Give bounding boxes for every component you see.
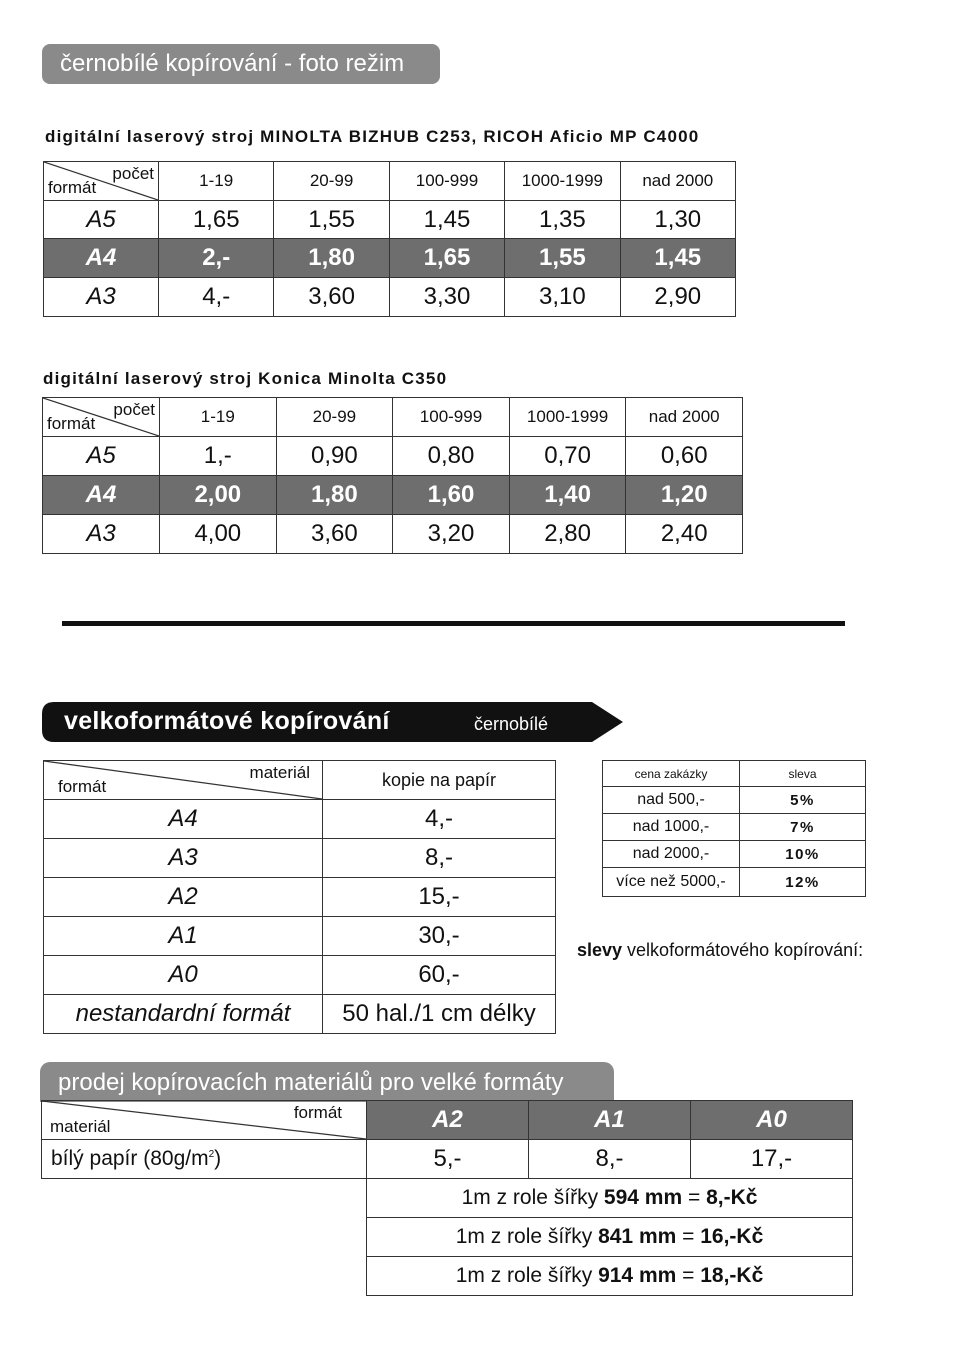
column-header: 1-19: [160, 398, 277, 437]
price-cell: 15,-: [323, 878, 556, 917]
format-cell: A0: [44, 956, 323, 995]
format-cell: A2: [44, 878, 323, 917]
table-row: [44, 839, 556, 878]
price-cell: 1,55: [505, 239, 620, 278]
order-amount-cell: nad 500,-: [603, 787, 740, 814]
column-header: 100-999: [393, 398, 510, 437]
column-header: A1: [529, 1101, 691, 1140]
table-row: [42, 1140, 853, 1179]
column-header: nad 2000: [620, 162, 735, 201]
order-amount-cell: více než 5000,-: [603, 868, 740, 897]
order-amount-cell: nad 2000,-: [603, 841, 740, 868]
discount-cell: 12%: [740, 868, 866, 897]
table-row-highlighted: [43, 476, 743, 515]
roll-width: 841 mm: [598, 1225, 677, 1248]
section-title-materials: [40, 1062, 614, 1102]
discount-cell: 7%: [740, 814, 866, 841]
column-header: 20-99: [276, 398, 393, 437]
format-cell: nestandardní formát: [44, 995, 323, 1034]
price-cell: 8,-: [529, 1140, 691, 1179]
price-cell: 3,10: [505, 278, 620, 317]
table-row: [43, 437, 743, 476]
table-row: [603, 787, 866, 814]
column-header: kopie na papír: [323, 761, 556, 800]
table-row: [44, 278, 736, 317]
roll-prefix: 1m z role šířky: [461, 1186, 604, 1209]
roll-row: [42, 1179, 853, 1218]
price-cell: 4,-: [323, 800, 556, 839]
format-cell: A1: [44, 917, 323, 956]
section-divider: [62, 621, 845, 626]
header-diagonal-cell: [44, 162, 159, 201]
roll-price: 18,-Kč: [700, 1264, 764, 1287]
price-table-machine1: [43, 161, 736, 317]
header-format-label: formát: [47, 414, 96, 433]
header-format-label: formát: [293, 1103, 342, 1122]
header-count-label: počet: [113, 400, 155, 419]
header-material-label: materiál: [50, 1117, 111, 1136]
price-cell: 0,70: [509, 437, 626, 476]
price-cell: 1,65: [159, 201, 274, 239]
price-cell: 30,-: [323, 917, 556, 956]
large-format-price-table: [43, 760, 556, 1034]
header-diagonal-cell: [43, 398, 160, 437]
table-row: [603, 868, 866, 897]
price-cell: 3,60: [276, 515, 393, 554]
price-cell: 1,40: [509, 476, 626, 515]
roll-width: 594 mm: [603, 1186, 683, 1209]
price-cell: 50 hal./1 cm délky: [323, 995, 556, 1034]
banner-subtitle: černobílé: [474, 714, 549, 734]
section-title-text: prodej kopírovacích materiálů pro velké formáty: [58, 1069, 564, 1096]
column-header: nad 2000: [626, 398, 743, 437]
discount-table: [602, 760, 866, 897]
roll-eq: =: [682, 1186, 707, 1209]
column-header: sleva: [740, 761, 866, 787]
format-cell: A5: [43, 437, 160, 476]
price-cell: 4,00: [160, 515, 277, 554]
price-cell: 2,-: [159, 239, 274, 278]
price-cell: 0,90: [276, 437, 393, 476]
roll-prefix: 1m z role šířky: [455, 1225, 599, 1248]
discount-cell: 10%: [740, 841, 866, 868]
table-row: [44, 878, 556, 917]
price-cell: 2,00: [160, 476, 277, 515]
column-header: 1-19: [159, 162, 274, 201]
roll-price: 8,-Kč: [706, 1186, 758, 1209]
material-superscript: 2: [208, 1149, 215, 1160]
roll-price-cell: [367, 1179, 853, 1218]
header-material-label: materiál: [249, 763, 310, 782]
price-cell: 2,40: [626, 515, 743, 554]
price-cell: 2,90: [620, 278, 735, 317]
format-cell: A4: [44, 800, 323, 839]
format-cell: A3: [44, 278, 159, 317]
table-row: [44, 800, 556, 839]
roll-row: [42, 1257, 853, 1296]
price-cell: 0,80: [393, 437, 510, 476]
price-cell: 8,-: [323, 839, 556, 878]
section-title-photo-mode: [42, 44, 440, 84]
column-header: A0: [691, 1101, 853, 1140]
roll-eq: =: [676, 1264, 701, 1287]
table-row: [44, 201, 736, 239]
roll-prefix: 1m z role šířky: [455, 1264, 599, 1287]
price-cell: 17,-: [691, 1140, 853, 1179]
column-header: 1000-1999: [509, 398, 626, 437]
table-row: [44, 917, 556, 956]
material-cell: [42, 1140, 367, 1179]
column-header: cena zakázky: [603, 761, 740, 787]
table-row: [44, 995, 556, 1034]
table-row-highlighted: [44, 239, 736, 278]
material-name: bílý papír (80g/m: [51, 1147, 209, 1170]
column-header: 20-99: [274, 162, 389, 201]
price-cell: 60,-: [323, 956, 556, 995]
column-header: 100-999: [389, 162, 504, 201]
price-cell: 1,35: [505, 201, 620, 239]
price-cell: 1,65: [389, 239, 504, 278]
table-row: [43, 515, 743, 554]
price-cell: 1,45: [620, 239, 735, 278]
price-cell: 3,20: [393, 515, 510, 554]
table-row: [603, 814, 866, 841]
section-title-text: černobílé kopírování - foto režim: [60, 50, 405, 77]
roll-price-cell: [367, 1218, 853, 1257]
header-format-label: formát: [58, 777, 107, 796]
roll-price: 16,-Kč: [700, 1225, 764, 1248]
column-header: 1000-1999: [505, 162, 620, 201]
format-cell: A3: [44, 839, 323, 878]
price-cell: 1,30: [620, 201, 735, 239]
format-cell: A5: [44, 201, 159, 239]
format-cell: A4: [43, 476, 160, 515]
header-format-label: formát: [48, 178, 97, 197]
large-format-banner: [42, 702, 624, 742]
price-cell: 1,60: [393, 476, 510, 515]
price-cell: 0,60: [626, 437, 743, 476]
price-cell: 4,-: [159, 278, 274, 317]
roll-row: [42, 1218, 853, 1257]
format-cell: A4: [44, 239, 159, 278]
price-cell: 1,-: [160, 437, 277, 476]
price-cell: 1,80: [276, 476, 393, 515]
header-count-label: počet: [112, 164, 154, 183]
table-row: [44, 956, 556, 995]
table-row: [603, 841, 866, 868]
order-amount-cell: nad 1000,-: [603, 814, 740, 841]
price-table-machine2: [42, 397, 743, 554]
price-cell: 1,55: [274, 201, 389, 239]
machine2-label: digitální laserový stroj Konica Minolta C350: [43, 369, 448, 388]
price-cell: 1,20: [626, 476, 743, 515]
price-cell: 1,80: [274, 239, 389, 278]
roll-price-cell: [367, 1257, 853, 1296]
banner-title: velkoformátové kopírování: [64, 707, 390, 735]
price-cell: 3,60: [274, 278, 389, 317]
material-end: ): [214, 1147, 222, 1170]
column-header: A2: [367, 1101, 529, 1140]
roll-width: 914 mm: [598, 1264, 677, 1287]
format-cell: A3: [43, 515, 160, 554]
price-cell: 5,-: [367, 1140, 529, 1179]
discount-caption-bold: slevy: [577, 940, 623, 960]
discount-caption: [577, 940, 863, 961]
header-diagonal-cell: [44, 761, 323, 800]
discount-caption-text: velkoformátového kopírování:: [622, 940, 864, 960]
price-cell: 1,45: [389, 201, 504, 239]
machine1-label: digitální laserový stroj MINOLTA BIZHUB C253, RICOH Aficio MP C4000: [45, 127, 700, 146]
discount-cell: 5%: [740, 787, 866, 814]
price-cell: 3,30: [389, 278, 504, 317]
header-diagonal-cell: [42, 1101, 367, 1140]
materials-price-table: [41, 1100, 853, 1296]
price-cell: 2,80: [509, 515, 626, 554]
roll-eq: =: [676, 1225, 701, 1248]
